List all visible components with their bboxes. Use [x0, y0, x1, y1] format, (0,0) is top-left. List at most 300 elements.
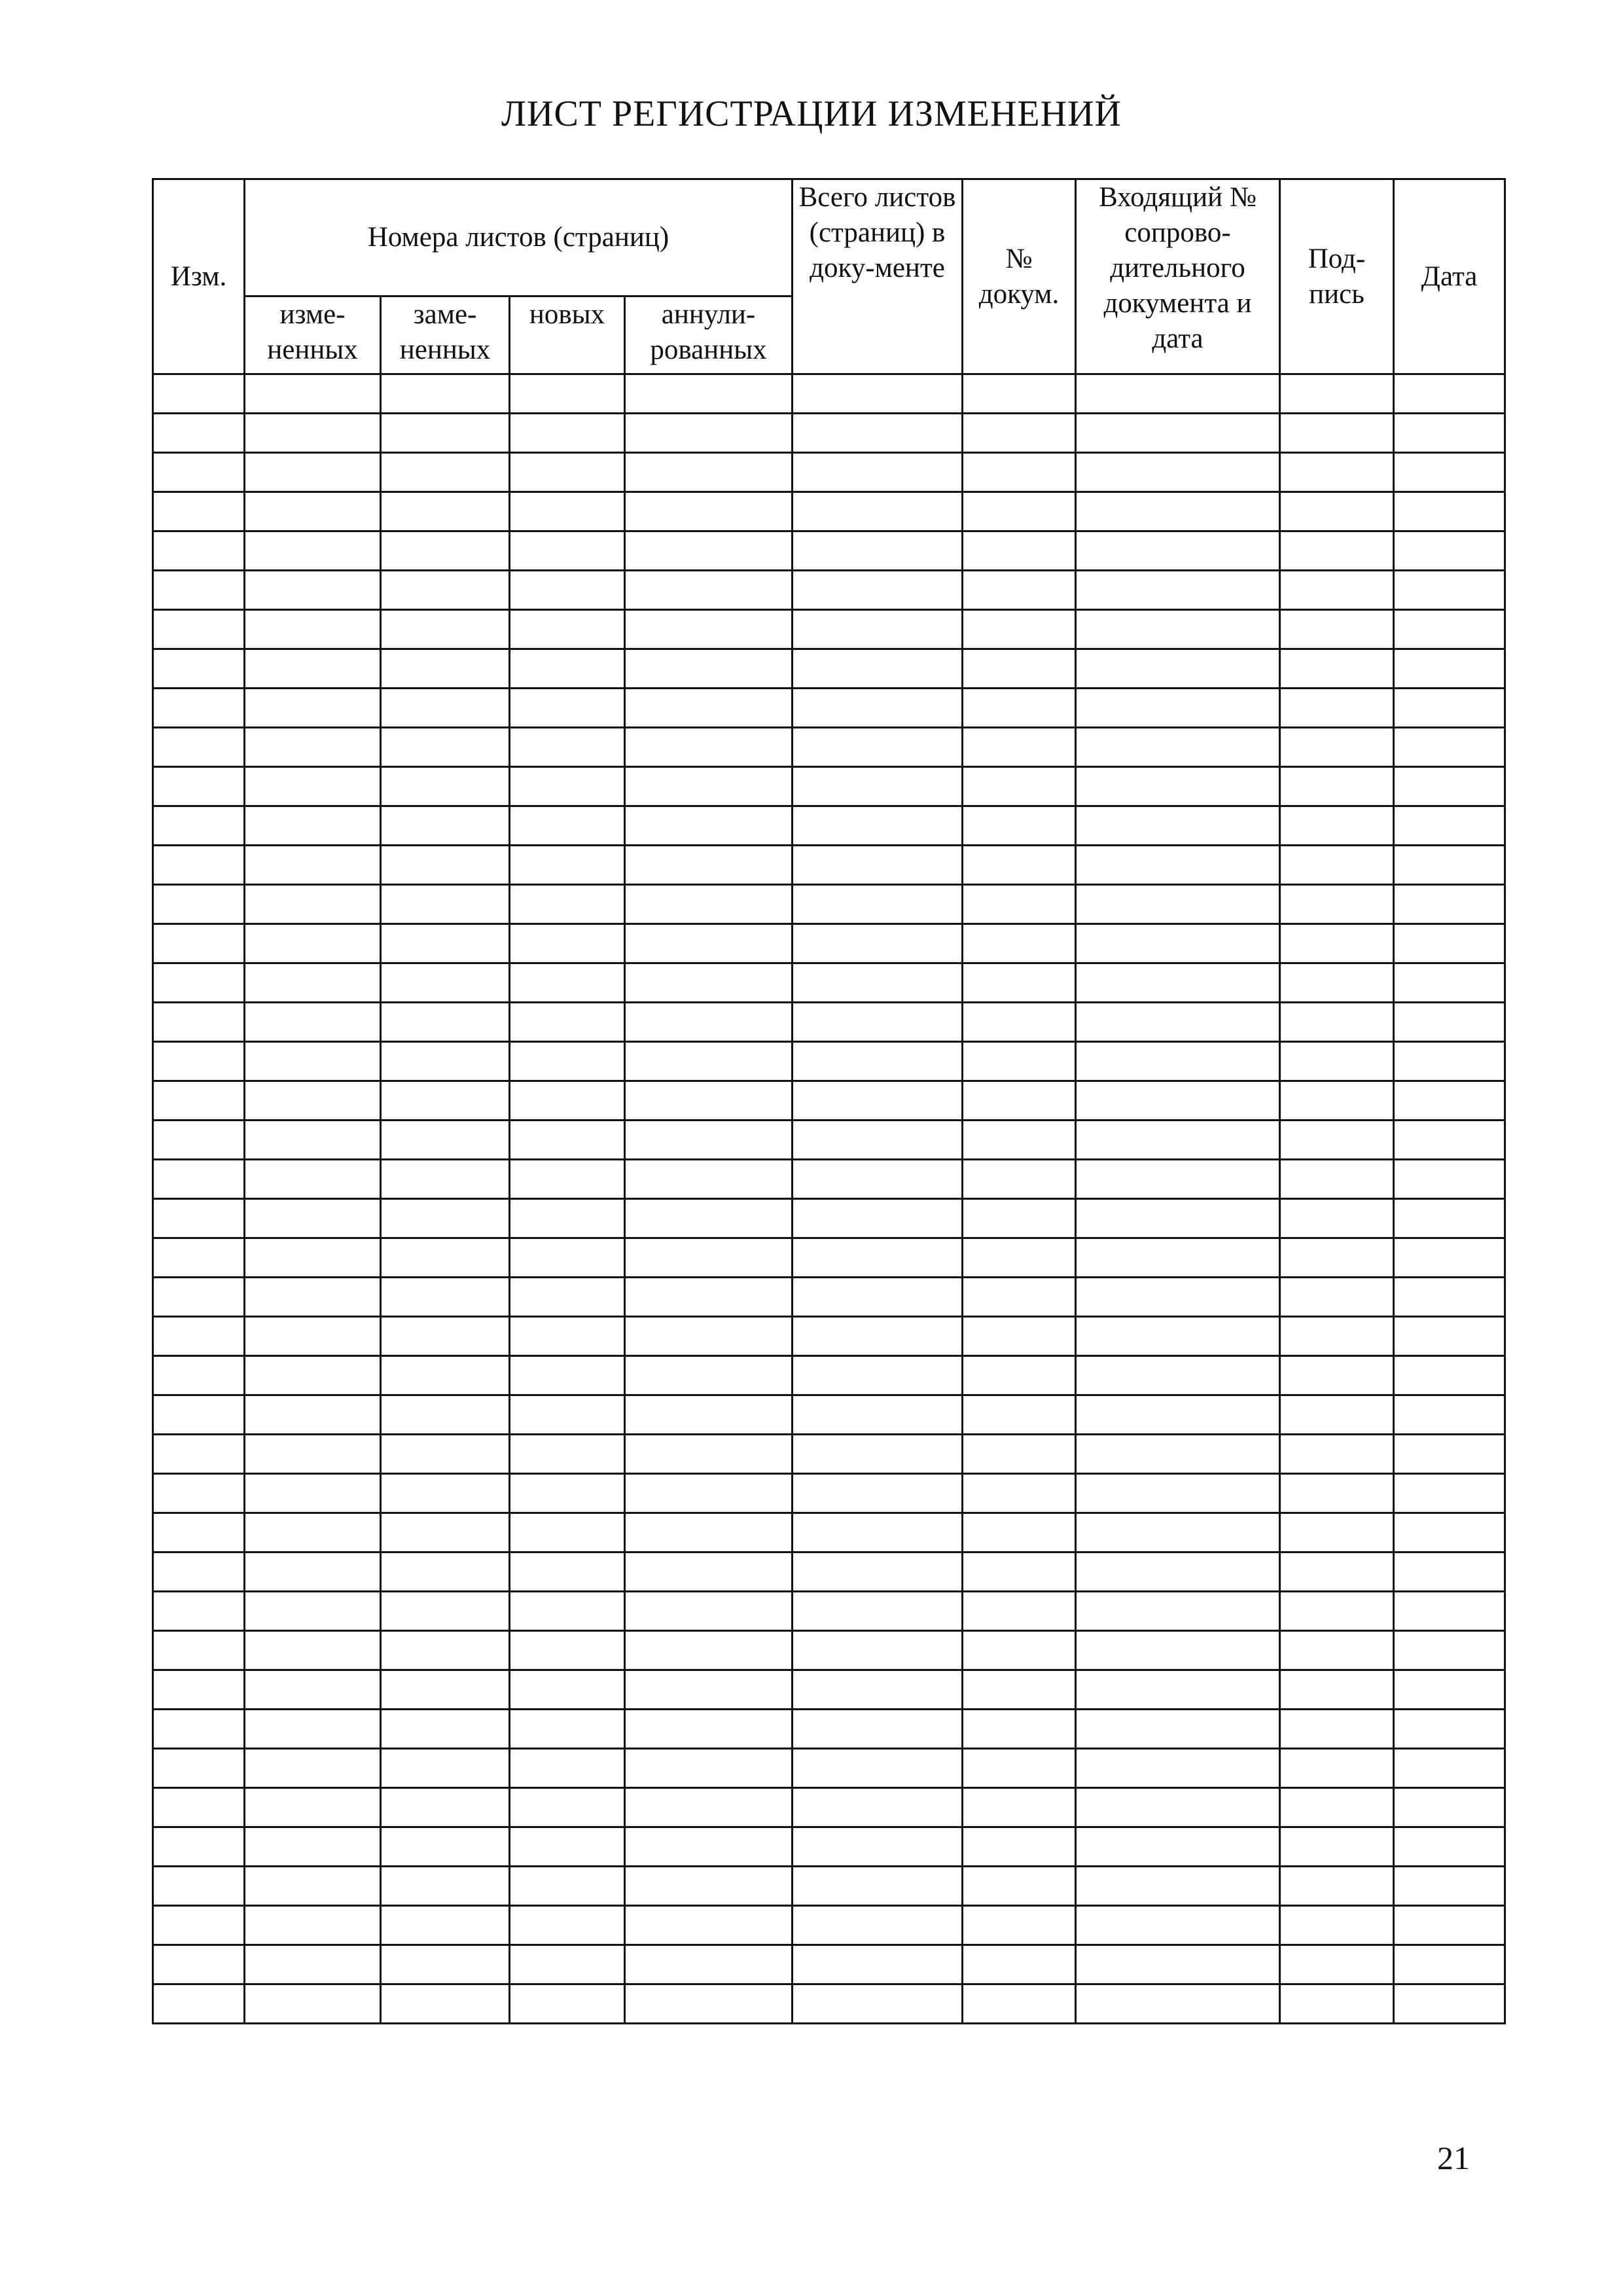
table-cell: [1076, 689, 1280, 728]
table-cell: [1076, 767, 1280, 806]
table-cell: [381, 414, 510, 453]
table-cell: [510, 1945, 625, 1984]
table-row: [153, 531, 1505, 571]
table-cell: [153, 1906, 245, 1945]
table-cell: [245, 885, 381, 924]
table-cell: [1280, 1788, 1394, 1827]
table-cell: [510, 728, 625, 767]
table-cell: [153, 1395, 245, 1435]
table-cell: [153, 963, 245, 1003]
table-cell: [1280, 1238, 1394, 1278]
table-cell: [381, 1199, 510, 1238]
table-cell: [625, 728, 793, 767]
table-cell: [153, 1356, 245, 1395]
table-cell: [1076, 1160, 1280, 1199]
table-cell: [1280, 1827, 1394, 1867]
table-cell: [1076, 1278, 1280, 1317]
header-signature: Под-пись: [1280, 179, 1394, 374]
table-cell: [625, 453, 793, 492]
table-cell: [510, 453, 625, 492]
table-cell: [381, 1160, 510, 1199]
table-cell: [245, 1749, 381, 1788]
table-row: [153, 1631, 1505, 1670]
table-cell: [963, 1749, 1076, 1788]
table-cell: [1280, 1710, 1394, 1749]
table-row: [153, 414, 1505, 453]
table-cell: [153, 1081, 245, 1121]
table-cell: [510, 1592, 625, 1631]
table-row: [153, 453, 1505, 492]
table-cell: [1076, 531, 1280, 571]
table-row: [153, 1238, 1505, 1278]
table-cell: [153, 1042, 245, 1081]
table-cell: [153, 492, 245, 531]
table-cell: [793, 1945, 963, 1984]
table-cell: [153, 1435, 245, 1474]
table-cell: [625, 1317, 793, 1356]
table-cell: [245, 571, 381, 610]
table-cell: [245, 1238, 381, 1278]
table-cell: [1280, 767, 1394, 806]
table-cell: [510, 1081, 625, 1121]
table-row: [153, 1435, 1505, 1474]
table-cell: [381, 1121, 510, 1160]
table-cell: [153, 728, 245, 767]
table-cell: [1394, 806, 1505, 846]
table-cell: [963, 1003, 1076, 1042]
table-cell: [793, 414, 963, 453]
table-cell: [510, 1867, 625, 1906]
table-cell: [1394, 1395, 1505, 1435]
table-cell: [153, 1867, 245, 1906]
table-cell: [245, 1356, 381, 1395]
table-row: [153, 1199, 1505, 1238]
table-cell: [245, 453, 381, 492]
table-cell: [963, 1278, 1076, 1317]
table-cell: [793, 963, 963, 1003]
table-cell: [625, 374, 793, 414]
table-cell: [793, 1003, 963, 1042]
table-cell: [245, 1199, 381, 1238]
table-cell: [1394, 374, 1505, 414]
table-cell: [625, 885, 793, 924]
table-cell: [1394, 1945, 1505, 1984]
table-cell: [153, 610, 245, 649]
table-cell: [245, 1474, 381, 1513]
table-cell: [625, 1121, 793, 1160]
table-cell: [381, 1867, 510, 1906]
table-cell: [1280, 1945, 1394, 1984]
table-row: [153, 1827, 1505, 1867]
table-cell: [153, 1199, 245, 1238]
table-row: [153, 1984, 1505, 2024]
table-cell: [381, 1788, 510, 1827]
table-cell: [1076, 1592, 1280, 1631]
change-registration-table: [152, 178, 1506, 2024]
table-cell: [245, 806, 381, 846]
table-cell: [1280, 689, 1394, 728]
table-cell: [245, 1003, 381, 1042]
table-body: [153, 374, 1505, 2024]
table-cell: [381, 846, 510, 885]
header-annulled: аннули-рованных: [625, 296, 793, 374]
table-row: [153, 1906, 1505, 1945]
table-cell: [793, 1788, 963, 1827]
table-cell: [510, 1160, 625, 1199]
table-cell: [963, 1670, 1076, 1710]
table-cell: [793, 1906, 963, 1945]
table-row: [153, 1081, 1505, 1121]
table-cell: [1076, 414, 1280, 453]
table-cell: [625, 1199, 793, 1238]
table-cell: [625, 1435, 793, 1474]
table-row: [153, 1670, 1505, 1710]
table-cell: [153, 649, 245, 689]
table-cell: [625, 1867, 793, 1906]
table-cell: [1076, 1081, 1280, 1121]
table-cell: [963, 1474, 1076, 1513]
table-cell: [153, 924, 245, 963]
table-cell: [1394, 1592, 1505, 1631]
table-cell: [963, 1631, 1076, 1670]
table-cell: [1076, 374, 1280, 414]
table-row: [153, 1592, 1505, 1631]
table-cell: [793, 1121, 963, 1160]
table-cell: [153, 1710, 245, 1749]
table-cell: [153, 1670, 245, 1710]
table-cell: [153, 374, 245, 414]
table-row: [153, 1788, 1505, 1827]
table-cell: [1394, 1827, 1505, 1867]
table-cell: [963, 1042, 1076, 1081]
table-row: [153, 846, 1505, 885]
table-cell: [510, 1906, 625, 1945]
table-cell: [963, 1160, 1076, 1199]
table-cell: [153, 453, 245, 492]
table-cell: [1394, 1199, 1505, 1238]
table-cell: [963, 1592, 1076, 1631]
table-cell: [245, 1631, 381, 1670]
table-cell: [1280, 1121, 1394, 1160]
table-cell: [1394, 1670, 1505, 1710]
table-cell: [625, 1395, 793, 1435]
table-cell: [510, 374, 625, 414]
table-cell: [510, 1827, 625, 1867]
table-cell: [1076, 885, 1280, 924]
table-cell: [1280, 571, 1394, 610]
table-cell: [793, 1631, 963, 1670]
table-cell: [1076, 1552, 1280, 1592]
table-cell: [245, 1278, 381, 1317]
table-cell: [153, 1238, 245, 1278]
table-cell: [381, 1710, 510, 1749]
table-cell: [153, 1749, 245, 1788]
table-cell: [510, 1552, 625, 1592]
table-cell: [1280, 1081, 1394, 1121]
table-cell: [1076, 1984, 1280, 2024]
table-cell: [1394, 1513, 1505, 1552]
table-cell: [1394, 1356, 1505, 1395]
table-cell: [381, 649, 510, 689]
table-cell: [1280, 1552, 1394, 1592]
table-cell: [625, 1710, 793, 1749]
table-cell: [625, 571, 793, 610]
table-cell: [1394, 1474, 1505, 1513]
table-cell: [381, 885, 510, 924]
table-row: [153, 1710, 1505, 1749]
table-cell: [793, 689, 963, 728]
table-cell: [793, 1081, 963, 1121]
table-cell: [245, 1710, 381, 1749]
table-cell: [510, 492, 625, 531]
table-cell: [510, 1356, 625, 1395]
table-cell: [1076, 1003, 1280, 1042]
table-cell: [245, 1827, 381, 1867]
table-cell: [1280, 1749, 1394, 1788]
table-cell: [1076, 610, 1280, 649]
table-cell: [245, 1513, 381, 1552]
table-cell: [625, 767, 793, 806]
table-cell: [793, 374, 963, 414]
table-cell: [963, 1317, 1076, 1356]
table-cell: [625, 1906, 793, 1945]
table-cell: [381, 610, 510, 649]
table-cell: [153, 1160, 245, 1199]
table-cell: [963, 728, 1076, 767]
table-cell: [153, 1121, 245, 1160]
table-cell: [1394, 1121, 1505, 1160]
table-row: [153, 728, 1505, 767]
table-cell: [510, 1984, 625, 2024]
table-cell: [381, 1827, 510, 1867]
table-cell: [1394, 531, 1505, 571]
table-cell: [625, 1631, 793, 1670]
table-cell: [793, 1670, 963, 1710]
header-replaced: заме-ненных: [381, 296, 510, 374]
table-cell: [153, 1278, 245, 1317]
table-cell: [963, 649, 1076, 689]
table-cell: [381, 1670, 510, 1710]
table-cell: [793, 1827, 963, 1867]
table-cell: [625, 963, 793, 1003]
table-cell: [381, 728, 510, 767]
table-cell: [381, 1278, 510, 1317]
table-cell: [1394, 649, 1505, 689]
table-cell: [1280, 374, 1394, 414]
table-cell: [1076, 1906, 1280, 1945]
table-cell: [963, 492, 1076, 531]
table-cell: [153, 767, 245, 806]
table-cell: [510, 610, 625, 649]
table-cell: [793, 492, 963, 531]
table-cell: [793, 453, 963, 492]
table-cell: [153, 1552, 245, 1592]
table-cell: [1280, 610, 1394, 649]
table-cell: [625, 1788, 793, 1827]
table-cell: [381, 689, 510, 728]
table-cell: [1394, 1749, 1505, 1788]
table-cell: [1394, 1788, 1505, 1827]
table-cell: [1076, 1827, 1280, 1867]
table-cell: [381, 1003, 510, 1042]
table-cell: [625, 1592, 793, 1631]
table-cell: [153, 1003, 245, 1042]
table-cell: [510, 1395, 625, 1435]
table-cell: [963, 1435, 1076, 1474]
table-cell: [510, 1670, 625, 1710]
table-cell: [625, 806, 793, 846]
table-row: [153, 1867, 1505, 1906]
table-cell: [1394, 414, 1505, 453]
table-cell: [1394, 1081, 1505, 1121]
header-incoming-doc: Входящий № сопрово-дительного документа и дата: [1076, 179, 1280, 374]
table-cell: [793, 1199, 963, 1238]
table-cell: [245, 963, 381, 1003]
page-number: 21: [1437, 2140, 1470, 2176]
table-cell: [963, 1827, 1076, 1867]
table-cell: [1394, 846, 1505, 885]
table-cell: [245, 1984, 381, 2024]
table-cell: [625, 1042, 793, 1081]
table-cell: [793, 1513, 963, 1552]
table-cell: [625, 414, 793, 453]
table-cell: [510, 1238, 625, 1278]
table-cell: [1076, 1317, 1280, 1356]
table-cell: [963, 610, 1076, 649]
table-cell: [381, 1435, 510, 1474]
table-cell: [963, 531, 1076, 571]
table-cell: [1076, 1435, 1280, 1474]
table-cell: [963, 1238, 1076, 1278]
table-cell: [245, 649, 381, 689]
table-cell: [1394, 767, 1505, 806]
table-cell: [1280, 649, 1394, 689]
table-cell: [963, 1356, 1076, 1395]
table-cell: [963, 924, 1076, 963]
table-cell: [1076, 1238, 1280, 1278]
table-cell: [153, 1317, 245, 1356]
table-cell: [625, 531, 793, 571]
table-cell: [510, 1474, 625, 1513]
table-cell: [1394, 728, 1505, 767]
table-cell: [381, 1317, 510, 1356]
table-cell: [963, 806, 1076, 846]
table-cell: [1394, 453, 1505, 492]
table-cell: [793, 1278, 963, 1317]
table-cell: [510, 924, 625, 963]
table-cell: [625, 649, 793, 689]
table-cell: [793, 1435, 963, 1474]
table-cell: [963, 1121, 1076, 1160]
table-cell: [153, 846, 245, 885]
table-row: [153, 963, 1505, 1003]
table-cell: [793, 531, 963, 571]
table-cell: [793, 806, 963, 846]
table-cell: [1394, 963, 1505, 1003]
table-cell: [510, 1631, 625, 1670]
table-cell: [1280, 1003, 1394, 1042]
table-cell: [245, 1081, 381, 1121]
table-cell: [381, 767, 510, 806]
table-cell: [153, 1513, 245, 1552]
table-cell: [1394, 689, 1505, 728]
table-cell: [793, 610, 963, 649]
table-cell: [1394, 1238, 1505, 1278]
table-cell: [1280, 1278, 1394, 1317]
table-cell: [245, 414, 381, 453]
table-cell: [245, 846, 381, 885]
table-cell: [153, 414, 245, 453]
table-cell: [510, 1749, 625, 1788]
table-cell: [963, 414, 1076, 453]
table-row: [153, 374, 1505, 414]
table-row: [153, 1278, 1505, 1317]
table-cell: [245, 374, 381, 414]
table-cell: [793, 1395, 963, 1435]
table-cell: [1076, 1788, 1280, 1827]
table-cell: [1280, 453, 1394, 492]
table-cell: [793, 1710, 963, 1749]
table-cell: [245, 1867, 381, 1906]
table-cell: [1394, 1317, 1505, 1356]
header-sheet-numbers: Номера листов (страниц): [245, 179, 793, 296]
table-cell: [381, 1984, 510, 2024]
table-cell: [1394, 1160, 1505, 1199]
header-doc-no: № докум.: [963, 179, 1076, 374]
table-cell: [1394, 1042, 1505, 1081]
table-cell: [625, 1474, 793, 1513]
table-cell: [1076, 924, 1280, 963]
table-cell: [510, 1435, 625, 1474]
table-cell: [625, 1513, 793, 1552]
table-cell: [793, 1238, 963, 1278]
table-cell: [1280, 1906, 1394, 1945]
table-row: [153, 571, 1505, 610]
table-cell: [1076, 1042, 1280, 1081]
table-cell: [1394, 1003, 1505, 1042]
table-cell: [1280, 1435, 1394, 1474]
table-cell: [625, 1749, 793, 1788]
table-row: [153, 1003, 1505, 1042]
table-cell: [153, 806, 245, 846]
table-cell: [1394, 1906, 1505, 1945]
table-cell: [245, 1395, 381, 1435]
table-row: [153, 1395, 1505, 1435]
table-cell: [625, 1984, 793, 2024]
table-cell: [381, 924, 510, 963]
table-row: [153, 1160, 1505, 1199]
table-cell: [1394, 1552, 1505, 1592]
table-cell: [1394, 885, 1505, 924]
table-cell: [1280, 1474, 1394, 1513]
table-row: [153, 1552, 1505, 1592]
table-cell: [1280, 492, 1394, 531]
table-cell: [1280, 1042, 1394, 1081]
table-cell: [153, 1827, 245, 1867]
table-cell: [153, 531, 245, 571]
table-row: [153, 1749, 1505, 1788]
table-cell: [963, 1199, 1076, 1238]
table-cell: [963, 374, 1076, 414]
table-cell: [245, 1906, 381, 1945]
table-cell: [381, 1081, 510, 1121]
table-cell: [381, 531, 510, 571]
table-row: [153, 1042, 1505, 1081]
table-cell: [1280, 1513, 1394, 1552]
table-cell: [1076, 1749, 1280, 1788]
table-cell: [381, 1356, 510, 1395]
table-cell: [625, 1238, 793, 1278]
